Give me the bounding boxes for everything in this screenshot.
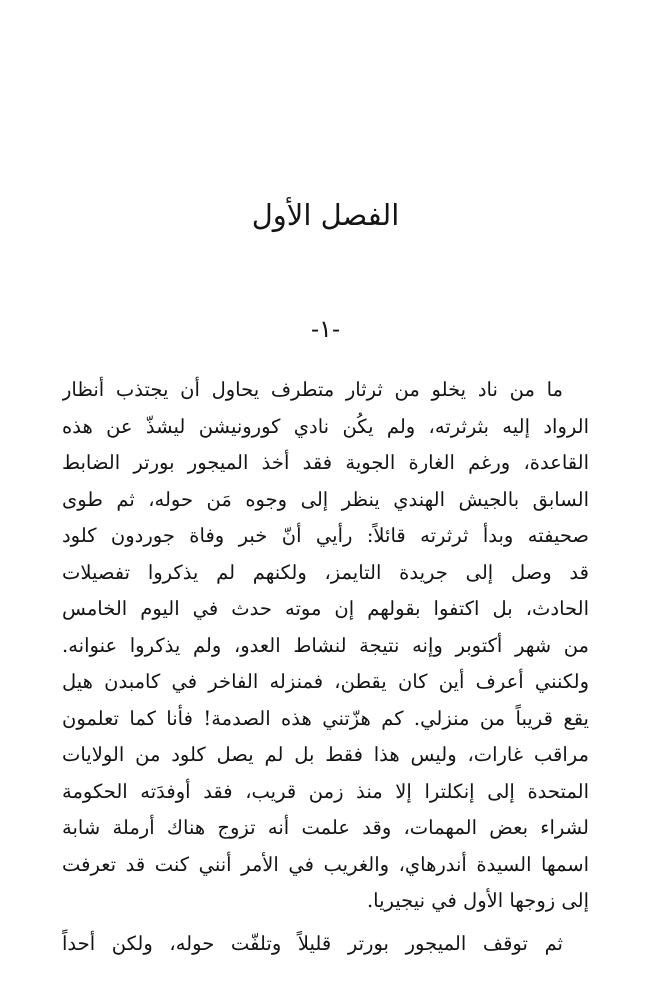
text-line: ثم توقف الميجور بورتر قليلاً وتلفّت حوله، ولكن أحداً <box>62 931 563 955</box>
text-line: الرواد إليه بثرثرته، ولم يكُن نادي كورونيشن ليشذّ عن هذه <box>62 414 589 438</box>
text-line: المتحدة إلى إنكلترا إلا منذ زمن قريب، فقد أوفدَته الحكومة <box>62 779 589 803</box>
paragraph <box>62 372 589 920</box>
text-line: لشراء بعض المهمات، وقد علمت أنه تزوج هناك أرملة شابة <box>62 816 589 839</box>
text-line: القاعدة، ورغم الغارة الجوية فقد أخذ الميجور بورتر الضابط <box>62 451 589 474</box>
text-line: من شهر أكتوبر وإنه نتيجة لنشاط العدو، ولم يذكروا عنوانه. <box>62 633 589 657</box>
text-line: يقع قريباً من منزلي. كم هزّتني هذه الصدمة! فأنا كما تعلمون <box>62 706 589 730</box>
text-line: قد وصل إلى جريدة التايمز، ولكنهم لم يذكروا تفصيلات <box>62 560 589 584</box>
text-line: صحيفته وبدأ ثرثرته قائلاً: رأيي أنّ خبر وفاة جوردون كلود <box>62 524 589 547</box>
text-line: مراقب غارات، وليس هذا فقط بل لم يصل كلود من الولايات <box>62 743 589 766</box>
text-line: السابق بالجيش الهندي ينظر إلى وجوه مَن حوله، ثم طوى <box>62 487 589 511</box>
text-line: ما من ناد يخلو من ثرثار متطرف يحاول أن يجتذب أنظار <box>62 378 563 401</box>
text-line: الحادث، بل اكتفوا بقولهم إن موته حدث في اليوم الخامس <box>62 597 589 620</box>
chapter-title: الفصل الأول <box>251 198 400 232</box>
text-line: إلى زوجها الأول في نيجيريا. <box>366 889 589 912</box>
body-text <box>62 372 589 962</box>
text-line: اسمها السيدة أندرهاي، والغريب في الأمر أنني كنت قد تعرفت <box>62 852 589 876</box>
paragraph <box>62 926 589 963</box>
text-line: ولكنني أعرف أين كان يقطن، فمنزله الفاخر في كامبدن هيل <box>62 670 589 693</box>
section-number: -١- <box>310 315 341 343</box>
